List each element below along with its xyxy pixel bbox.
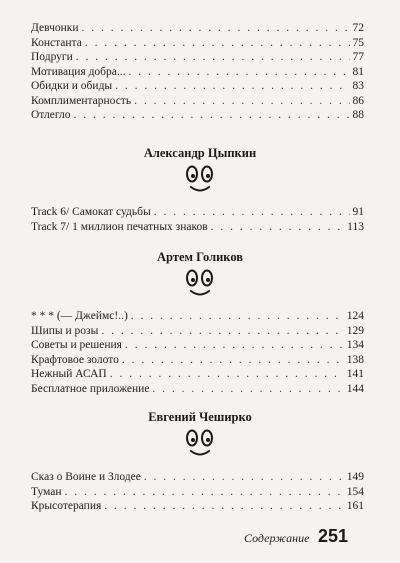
toc-entry (31, 382, 364, 397)
toc-entry (31, 353, 364, 368)
toc-entry (31, 50, 364, 65)
entry-page: 149 (346, 471, 364, 483)
leader-dots (211, 220, 345, 235)
entry-page: 83 (352, 80, 364, 92)
entry-title: Шипы и розы (31, 324, 99, 337)
entry-title: Нежный АСАП (31, 368, 107, 380)
toc-entry (31, 499, 364, 514)
toc-entry (31, 220, 364, 235)
entry-page: 113 (347, 220, 364, 233)
toc-entry (31, 94, 364, 109)
entry-page: 88 (352, 109, 364, 121)
entry-page: 141 (346, 368, 364, 380)
leader-dots (104, 499, 343, 514)
entry-page: 81 (352, 65, 364, 78)
toc-group-3 (31, 309, 364, 396)
entry-page: 91 (352, 206, 364, 218)
leader-dots (74, 108, 350, 123)
entry-title: Крысотерапия (31, 500, 102, 512)
toc-group-1 (31, 21, 364, 123)
smiley-face-icon (183, 165, 217, 195)
leader-dots (144, 470, 344, 485)
toc-entry (31, 36, 364, 51)
entry-title: Константа (31, 36, 82, 49)
toc-entry (31, 485, 364, 500)
author-heading: Александр Цыпкин (143, 146, 257, 160)
entry-page: 77 (352, 51, 364, 63)
entry-page: 86 (352, 94, 364, 107)
entry-title: Подруги (31, 51, 73, 63)
toc-entry (31, 79, 364, 94)
leader-dots (122, 353, 344, 368)
leader-dots (85, 36, 350, 51)
entry-page: 161 (346, 500, 364, 512)
toc-entry (31, 324, 364, 339)
author-heading: Артем Голиков (156, 250, 244, 264)
leader-dots (65, 485, 344, 500)
smiley-face-icon (183, 269, 217, 299)
entry-page: 129 (346, 324, 364, 337)
running-footer-label: Содержание (244, 531, 310, 545)
leader-dots (115, 79, 349, 94)
entry-title: Мотивация добра... (31, 65, 126, 78)
entry-title: Бесплатное приложение (31, 382, 150, 395)
entry-page: 124 (346, 310, 364, 322)
entry-page: 138 (346, 353, 364, 366)
entry-title: Крафтовое золото (31, 353, 119, 366)
toc-entry (31, 470, 364, 485)
leader-dots (101, 324, 343, 339)
leader-dots (131, 309, 344, 324)
author-heading: Евгений Чеширко (148, 410, 252, 424)
entry-title: Сказ о Воине и Злодее (31, 471, 141, 483)
entry-title: Отлегло (31, 109, 71, 121)
toc-entry (31, 205, 364, 220)
entry-page: 144 (346, 382, 364, 395)
leader-dots (152, 382, 343, 397)
toc-group-4 (31, 470, 364, 514)
entry-title: Комплиментарность (31, 94, 132, 107)
entry-page: 134 (346, 339, 364, 351)
entry-page: 75 (352, 36, 364, 49)
smiley-face-icon (183, 429, 217, 459)
leader-dots (110, 367, 344, 382)
toc-entry (31, 367, 364, 382)
leader-dots (134, 94, 349, 109)
entry-page: 154 (346, 485, 364, 498)
entry-title: Туман (31, 485, 62, 498)
entry-title: * * * (— Джеймс!..) (31, 310, 128, 322)
leader-dots (154, 205, 350, 220)
entry-title: Советы и решения (31, 339, 122, 351)
toc-entry (31, 21, 364, 36)
leader-dots (129, 65, 350, 80)
toc-entry (31, 338, 364, 353)
leader-dots (125, 338, 344, 353)
toc-entry (31, 108, 364, 123)
toc-entry (31, 65, 364, 80)
page-number: 251 (318, 526, 349, 546)
entry-title: Девчонки (31, 22, 79, 34)
entry-title: Track 6/ Самокат судьбы (31, 206, 151, 218)
toc-group-2 (31, 205, 364, 234)
entry-title: Обидки и обиды (31, 80, 113, 92)
entry-title: Track 7/ 1 миллион печатных знаков (31, 220, 208, 233)
leader-dots (76, 50, 350, 65)
entry-page: 72 (352, 22, 364, 34)
toc-entry (31, 309, 364, 324)
leader-dots (82, 21, 350, 36)
